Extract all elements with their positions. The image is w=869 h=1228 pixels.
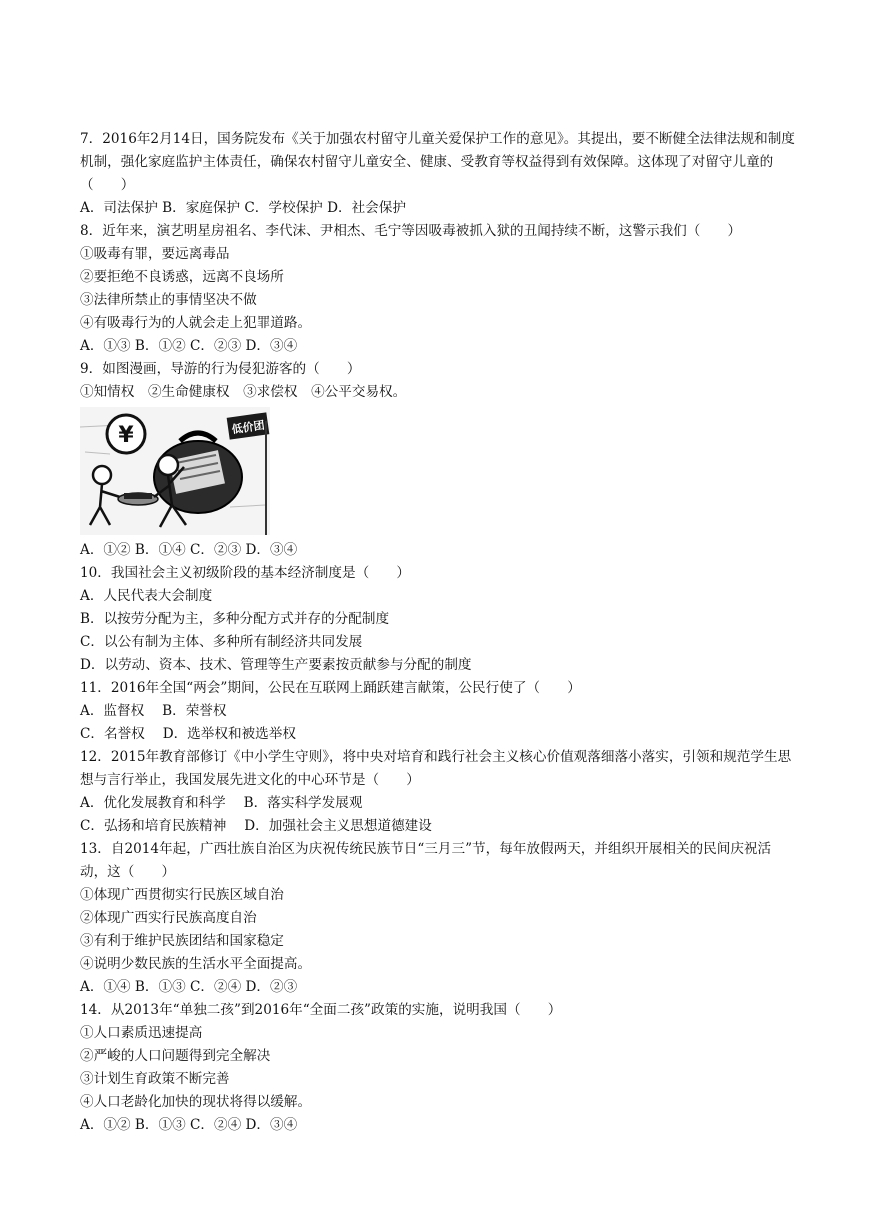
answer-options: A．①② B．①④ C．②③ D．③④ (80, 542, 298, 558)
question-14 (80, 999, 795, 1137)
question-stem: 14．从2013年“单独二孩”到2016年“全面二孩”政策的实施，说明我国（ ） (80, 1002, 562, 1018)
question-13 (80, 838, 795, 999)
answer-options: A．优化发展教育和科学 B．落实科学发展观 (80, 795, 363, 811)
statement-item: ③法律所禁止的事情坚决不做 (80, 292, 257, 308)
question-7 (80, 128, 795, 220)
svg-text:¥: ¥ (118, 423, 134, 448)
statement-item: ③计划生育政策不断完善 (80, 1071, 230, 1087)
cartoon-image (80, 407, 270, 535)
answer-options: A．①④ B．①③ C．②④ D．②③ (80, 979, 298, 995)
question-stem: 11．2016年全国“两会”期间，公民在互联网上踊跃建言献策，公民行使了（ ） (80, 680, 581, 696)
question-12 (80, 746, 795, 838)
answer-option: D．以劳动、资本、技术、管理等生产要素按贡献参与分配的制度 (80, 657, 472, 673)
statement-item: ①知情权 ②生命健康权 ③求偿权 ④公平交易权。 (80, 384, 407, 400)
answer-option: C．以公有制为主体、多种所有制经济共同发展 (80, 634, 363, 650)
statement-item: ②体现广西实行民族高度自治 (80, 910, 257, 926)
question-8 (80, 220, 795, 358)
question-stem: 7．2016年2月14日，国务院发布《关于加强农村留守儿童关爱保护工作的意见》。其提出，要不断健全法律法规和制度机制，强化家庭监护主体责任，确保农村留守儿童安全、健康、受教育等权益得到有效保障。这体现了对留守儿童的（ ） (80, 131, 795, 193)
answer-options: A．①② B．①③ C．②④ D．③④ (80, 1117, 298, 1133)
statement-item: ①吸毒有罪，要远离毒品 (80, 246, 230, 262)
statement-item: ④说明少数民族的生活水平全面提高。 (80, 956, 312, 972)
statement-item: ④人口老龄化加快的现状将得以缓解。 (80, 1094, 312, 1110)
question-stem: 12．2015年教育部修订《中小学生守则》，将中央对培育和践行社会主义核心价值观落细落小落实，引领和规范学生思想与言行举止，我国发展先进文化的中心环节是（ ） (80, 749, 792, 788)
answer-options: C．弘扬和培育民族精神 D．加强社会主义思想道德建设 (80, 818, 432, 834)
statement-item: ③有利于维护民族团结和国家稳定 (80, 933, 284, 949)
answer-options: C．名誉权 D．选举权和被选举权 (80, 726, 296, 742)
question-list (80, 128, 795, 1137)
statement-item: ②严峻的人口问题得到完全解决 (80, 1048, 271, 1064)
cartoon-sign-text: 低价团 (230, 418, 266, 437)
question-stem: 9．如图漫画，导游的行为侵犯游客的（ ） (80, 361, 361, 377)
question-stem: 8．近年来，演艺明星房祖名、李代沫、尹相杰、毛宁等因吸毒被抓入狱的丑闻持续不断，这警示我们（ ） (80, 223, 742, 239)
question-10 (80, 562, 795, 677)
answer-option: B．以按劳分配为主，多种分配方式并存的分配制度 (80, 611, 390, 627)
question-9 (80, 358, 795, 562)
question-stem: 13．自2014年起，广西壮族自治区为庆祝传统民族节日“三月三”节，每年放假两天，并组织开展相关的民间庆祝活动，这（ ） (80, 841, 772, 880)
answer-options: A．监督权 B．荣誉权 (80, 703, 227, 719)
question-stem: 10．我国社会主义初级阶段的基本经济制度是（ ） (80, 565, 410, 581)
answer-option: A．人民代表大会制度 (80, 588, 213, 604)
statement-item: ①体现广西贯彻实行民族区域自治 (80, 887, 284, 903)
statement-item: ④有吸毒行为的人就会走上犯罪道路。 (80, 315, 312, 331)
question-11 (80, 677, 795, 746)
statement-item: ①人口素质迅速提高 (80, 1025, 203, 1041)
answer-options: A．司法保护 B．家庭保护 C．学校保护 D．社会保护 (80, 200, 406, 216)
answer-options: A．①③ B．①② C．②③ D．③④ (80, 338, 298, 354)
statement-item: ②要拒绝不良诱惑，远离不良场所 (80, 269, 284, 285)
